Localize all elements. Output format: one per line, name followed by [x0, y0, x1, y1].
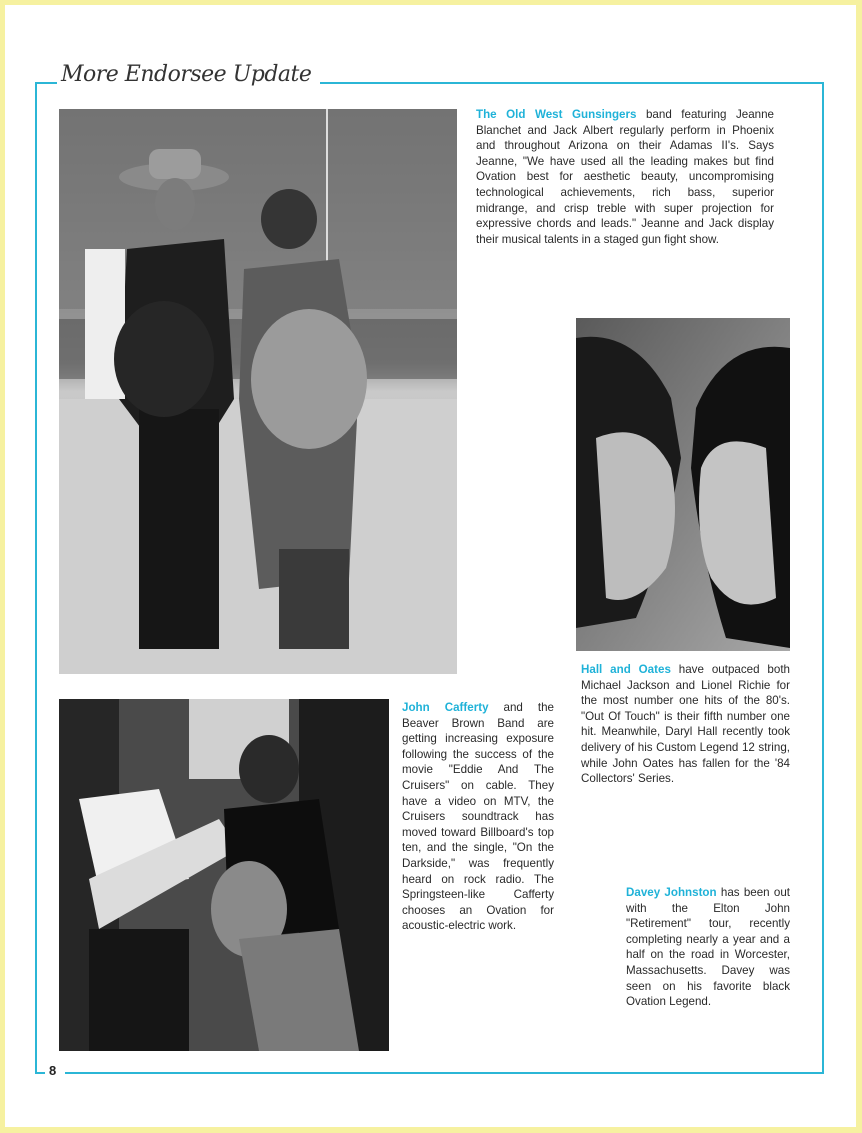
- hall-oates-name: Hall and Oates: [581, 663, 671, 676]
- frame-line: [35, 82, 37, 1072]
- page-number: 8: [49, 1063, 57, 1078]
- frame-line: [65, 1072, 824, 1074]
- cafferty-text: [402, 700, 554, 934]
- johnston-name: Davey Johnston: [626, 886, 717, 899]
- johnston-text: [626, 885, 790, 1010]
- gunsingers-name: The Old West Gunsingers: [476, 108, 637, 121]
- frame-line: [320, 82, 824, 84]
- frame-line: [35, 82, 57, 84]
- hall-oates-text: [581, 662, 790, 787]
- johnston-body: has been out with the Elton John "Retirement" tour, recently completing nearly a year and a half on the road in Worcester, Massachusetts. Davey was seen on his favorite black Ovation Legend.: [626, 886, 791, 1009]
- frame-line: [822, 82, 824, 1072]
- cafferty-body: and the Beaver Brown Band are getting increasing exposure following the success of the movie "Eddie And The Cruisers" on cable. They have a video on MTV, the Cruisers soundtrack has moved toward Billboard's top ten, and the single, "On the Darkside," was frequently heard on rock radio. The Springsteen-like Cafferty chooses an Ovation for acoustic-electric work.: [402, 701, 554, 933]
- cafferty-name: John Cafferty: [402, 701, 489, 714]
- gunsingers-photo: [59, 109, 457, 674]
- gunsingers-text: [476, 107, 774, 247]
- hall-oates-photo: [576, 318, 790, 651]
- cafferty-photo: [59, 699, 389, 1051]
- page-title: More Endorsee Update: [61, 62, 312, 87]
- frame-line: [35, 1072, 45, 1074]
- gunsingers-body: band featuring Jeanne Blanchet and Jack Albert regularly perform in Phoenix and throughout Arizona on their Adamas II's. Says Jeanne, "We have used all the leading makes but find Ovation best for aesthetic beauty, uncompromising technological achievements, rich bass, superior midrange, and crisp treble with super projection for expressive chords and leads." Jeanne and Jack display their musical talents in a staged gun fight show.: [476, 108, 774, 246]
- page: [5, 5, 856, 1127]
- hall-oates-body: have outpaced both Michael Jackson and Lionel Richie for the most number one hits of the 80's. "Out Of Touch" is their fifth number one hit. Meanwhile, Daryl Hall recently took delivery of his Custom Legend 12 string, while John Oates has fallen for the '84 Collectors' Series.: [581, 663, 790, 786]
